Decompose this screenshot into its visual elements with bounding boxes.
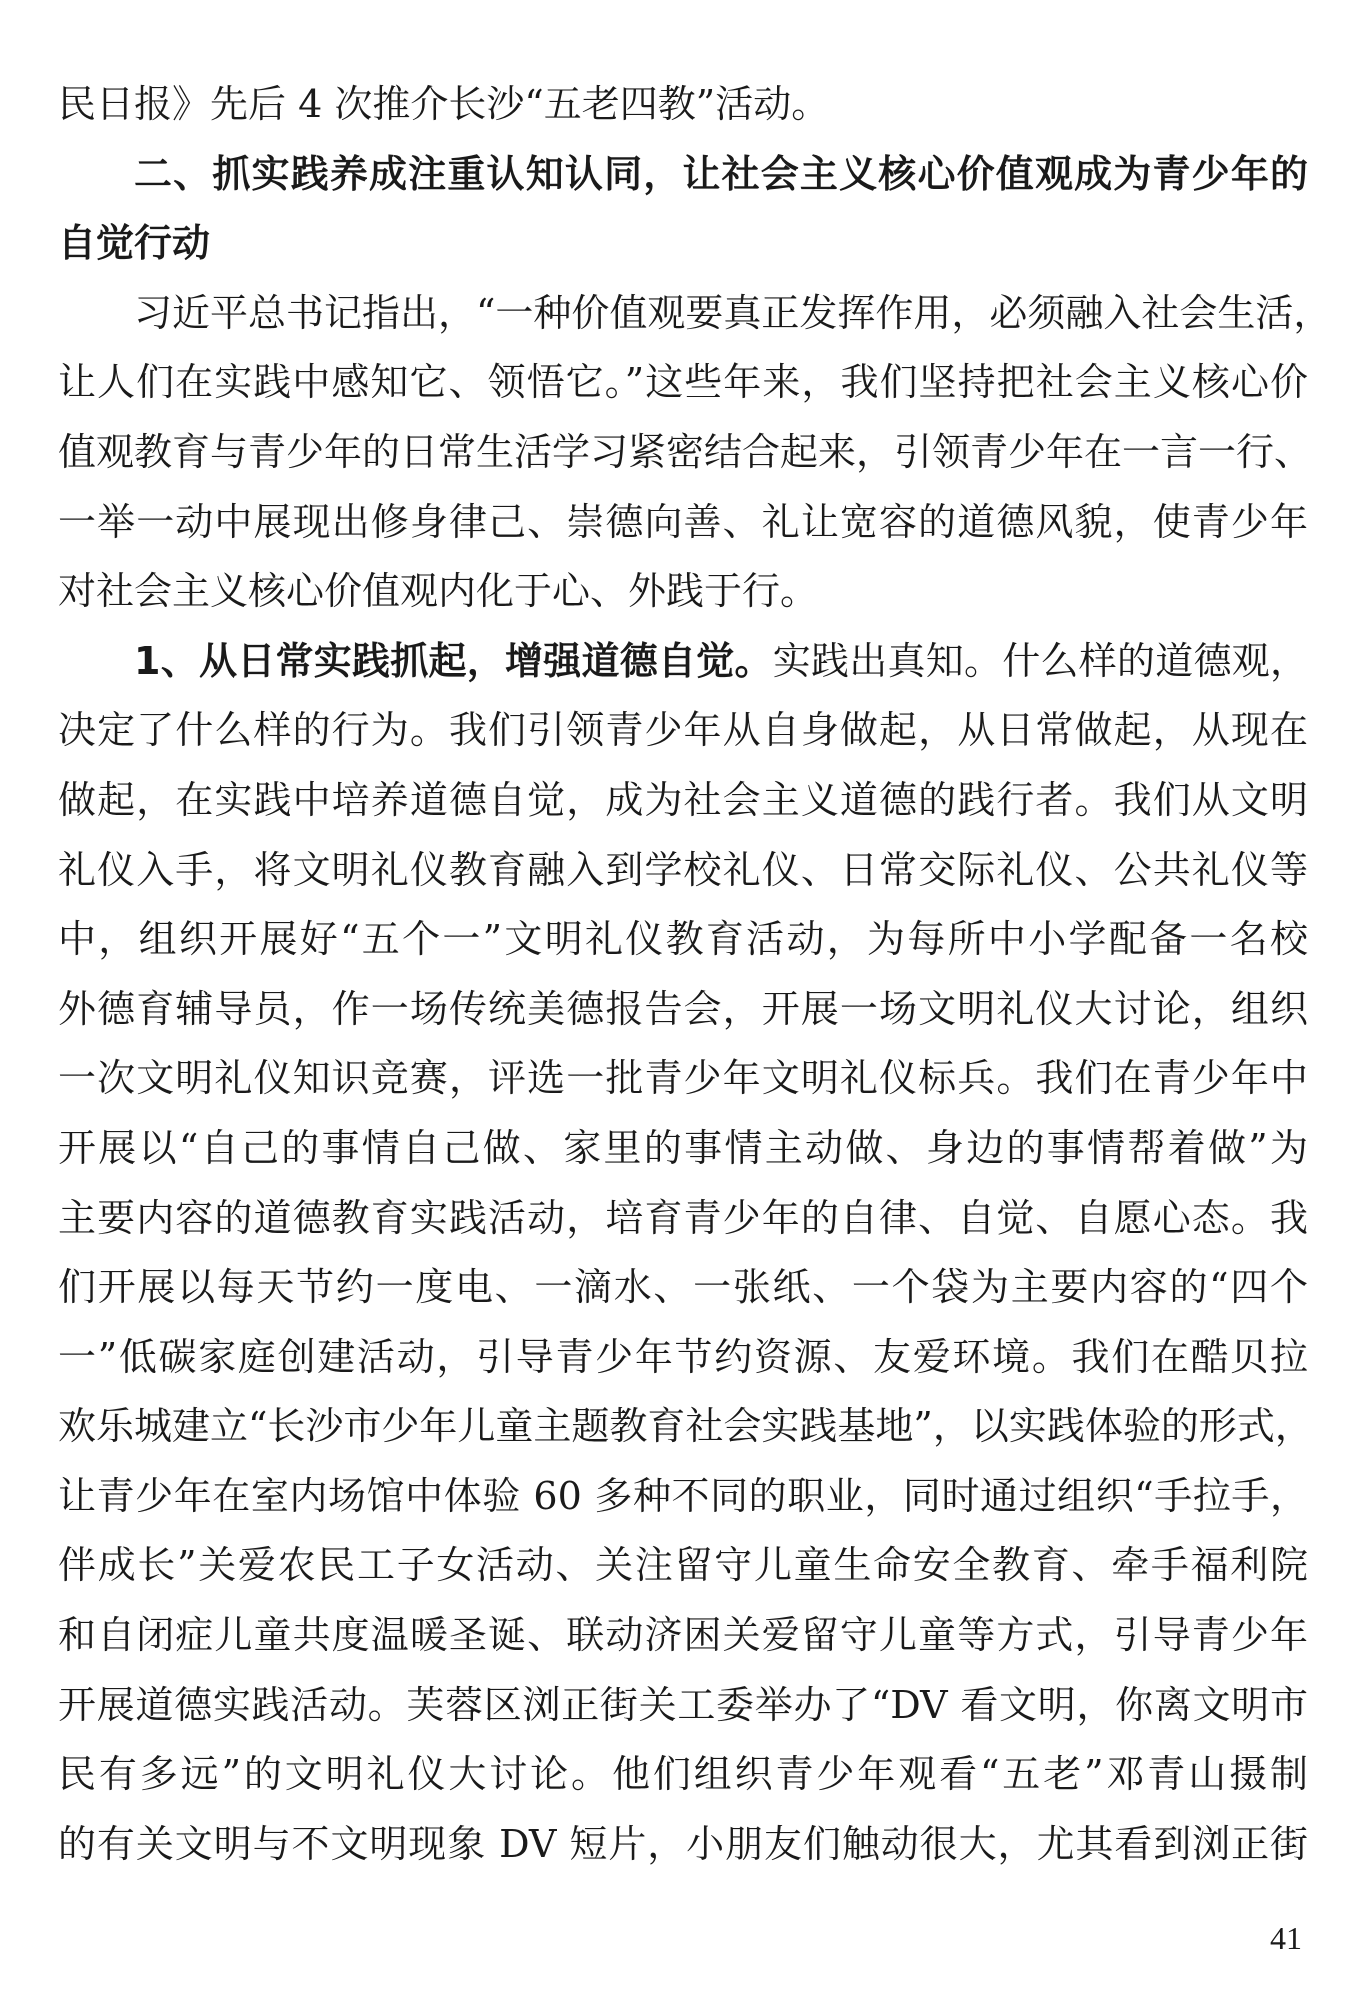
paragraph-line: 习近平总书记指出，“一种价值观要真正发挥作用，必须融入社会生活， — [134, 290, 1332, 335]
paragraph-line: 们开展以每天节约一度电、一滴水、一张纸、一个袋为主要内容的“四个 — [58, 1265, 1308, 1310]
paragraph-line: 让人们在实践中感知它、领悟它。”这些年来，我们坚持把社会主义核心价 — [58, 360, 1308, 405]
subsection-text: 实践出真知。什么样的道德观， — [772, 638, 1308, 683]
paragraph-line: 伴成长”关爱农民工子女活动、关注留守儿童生命安全教育、牵手福利院 — [58, 1543, 1308, 1588]
paragraph-line: 的有关文明与不文明现象 DV 短片，小朋友们触动很大，尤其看到浏正街 — [58, 1821, 1308, 1866]
text-line: 民日报》先后 4 次推介长沙“五老四教”活动。 — [58, 82, 830, 126]
paragraph-line: 让青少年在室内场馆中体验 60 多种不同的职业，同时通过组织“手拉手， — [58, 1473, 1308, 1518]
paragraph-line: 中，组织开展好“五个一”文明礼仪教育活动，为每所中小学配备一名校 — [58, 917, 1308, 962]
paragraph-line: 主要内容的道德教育实践活动，培育青少年的自律、自觉、自愿心态。我 — [58, 1195, 1308, 1240]
paragraph-line: 和自闭症儿童共度温暖圣诞、联动济困关爱留守儿童等方式，引导青少年 — [58, 1613, 1308, 1658]
paragraph-line: 决定了什么样的行为。我们引领青少年从自身做起，从日常做起，从现在 — [58, 708, 1308, 753]
paragraph-line: 开展道德实践活动。芙蓉区浏正街关工委举办了“DV 看文明，你离文明市 — [58, 1682, 1308, 1727]
paragraph-line: 礼仪入手，将文明礼仪教育融入到学校礼仪、日常交际礼仪、公共礼仪等 — [58, 847, 1308, 892]
paragraph-line: 民有多远”的文明礼仪大讨论。他们组织青少年观看“五老”邓青山摄制 — [58, 1752, 1308, 1797]
section-heading-cont: 自觉行动 — [58, 221, 211, 266]
paragraph-line: 一”低碳家庭创建活动，引导青少年节约资源、友爱环境。我们在酷贝拉 — [58, 1334, 1308, 1379]
subsection-line — [58, 627, 1308, 697]
subsection-title: 1、从日常实践抓起，增强道德自觉。 — [134, 638, 773, 683]
paragraph-line: 一次文明礼仪知识竞赛，评选一批青少年文明礼仪标兵。我们在青少年中 — [58, 1056, 1308, 1101]
section-heading: 二、抓实践养成注重认知认同，让社会主义核心价值观成为青少年的 — [134, 151, 1308, 196]
paragraph-line: 对社会主义核心价值观内化于心、外践于行。 — [58, 569, 819, 614]
paragraph-line: 一举一动中展现出修身律己、崇德向善、礼让宽容的道德风貌，使青少年 — [58, 499, 1308, 544]
page-number: 41 — [1270, 1920, 1302, 1956]
paragraph-line: 欢乐城建立“长沙市少年儿童主题教育社会实践基地”，以实践体验的形式， — [58, 1404, 1313, 1449]
paragraph-line: 开展以“自己的事情自己做、家里的事情主动做、身边的事情帮着做”为 — [58, 1125, 1308, 1170]
paragraph-line: 值观教育与青少年的日常生活学习紧密结合起来，引领青少年在一言一行、 — [58, 429, 1313, 474]
paragraph-line: 外德育辅导员，作一场传统美德报告会，开展一场文明礼仪大讨论，组织 — [58, 986, 1308, 1031]
document-body — [58, 70, 1332, 1879]
paragraph-line: 做起，在实践中培养道德自觉，成为社会主义道德的践行者。我们从文明 — [58, 777, 1308, 822]
